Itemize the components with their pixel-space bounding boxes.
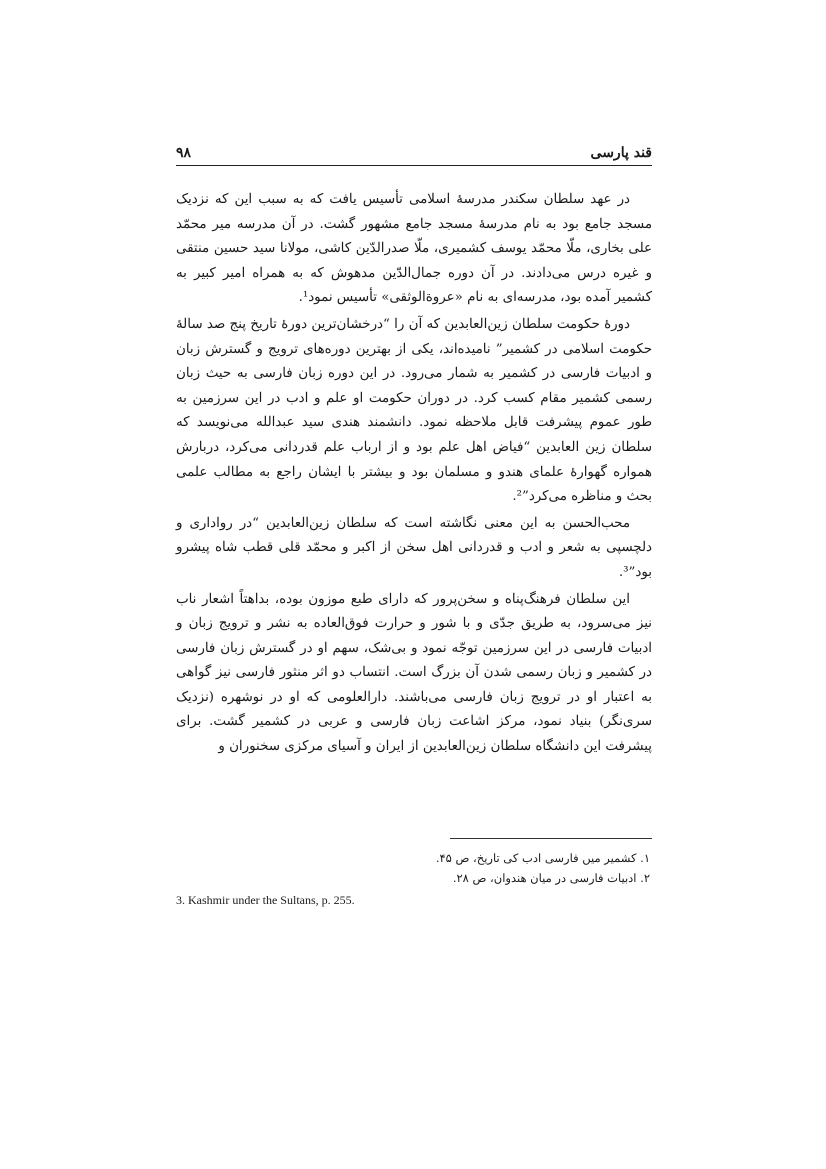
paragraph-3: محب‌الحسن به این معنی نگاشته است که سلطان زین‌العابدین “در رواداری و دلچسپی به شعر و ادب و قدردانی اهل سخن از اکبر و محمّد قلی قطب شاه پیشرو بود”³.: [176, 515, 652, 580]
footnote-2: ۲. ادبیات فارسی در میان هندوان، ص ۲۸.: [452, 871, 650, 885]
page-number: ۹۸: [176, 145, 192, 161]
footnote-divider: [450, 838, 652, 839]
paragraph-1: در عهد سلطان سکندر مدرسهٔ اسلامی تأسیس یافت که به سبب این که نزدیک مسجد جامع بود به نام مدرسهٔ مسجد جامع مشهور گشت. در آن مدرسه میر محمّد علی بخاری، ملّا محمّد یوسف کشمیری، ملّا صدرالدّین کاشی، مولانا سید حسین منتقی و غیره درس می‌دادند. در آن دوره جمال‌الدّین مدهوش که به همراه امیر کبیر به کشمیر آمده بود، مدرسه‌ای به نام «عروةالوثقی» تأسیس نمود¹.: [176, 192, 652, 306]
paragraph-4: این سلطان فرهنگ‌پناه و سخن‌پرور که دارای طبع موزون بوده، بداهتاً اشعار ناب نیز می‌سرود، به طریق جدّی و با شور و حرارت فوق‌العاده به نشر و ترویج زبان و ادبیات فارسی در این سرزمین توجّه نمود و بی‌شک، سهم او در گسترش زبان فارسی در کشمیر و زبان رسمی شدن آن بزرگ است. انتساب دو اثر منثور فارسی نیز گواهی به اعتبار او در ترویج زبان فارسی می‌باشند. دارالعلومی که او در نوشهره (نزدیک سری‌نگر) بنیاد نمود، مرکز اشاعت زبان فارسی و عربی در کشمیر گشت. برای پیشرفت این دانشگاه سلطان زین‌العابدین از ایران و آسیای مرکزی سخنوران و: [176, 591, 653, 755]
footnote-1: ۱. کشمیر میں فارسی ادب کی تاریخ، ص ۴۵.: [435, 851, 650, 865]
page-header: [176, 143, 652, 166]
running-title: قند پارسی: [590, 145, 652, 161]
footnotes: [176, 848, 652, 888]
paragraph-2: دورهٔ حکومت سلطان زین‌العابدین که آن را “درخشان‌ترین دورهٔ تاریخ پنج صد سالهٔ حکومت اسلامی در کشمیر” نامیده‌اند، یکی از بهترین دوره‌های ترویج و گسترش زبان و ادبیات فارسی در کشمیر به شمار می‌رود. در این دوره زبان فارسی به حیث زبان رسمی کشمیر مقام کسب کرد. در دوران حکومت او علم و ادب در این سرزمین به طور عموم پیشرفت قابل ملاحظه نمود. دانشمند هندی سید عبدالله می‌نویسد که سلطان زین العابدین “فیاض اهل علم بود و از ارباب علم قدردانی می‌کرد، دربارش همواره گهوارهٔ علمای هندو و مسلمان بود و بیشتر با ایشان راجع به مطالب علمی بحث و مناظره می‌کرد”².: [176, 316, 652, 505]
body-text: [176, 188, 652, 760]
footnote-3: 3. Kashmir under the Sultans, p. 255.: [176, 893, 355, 907]
